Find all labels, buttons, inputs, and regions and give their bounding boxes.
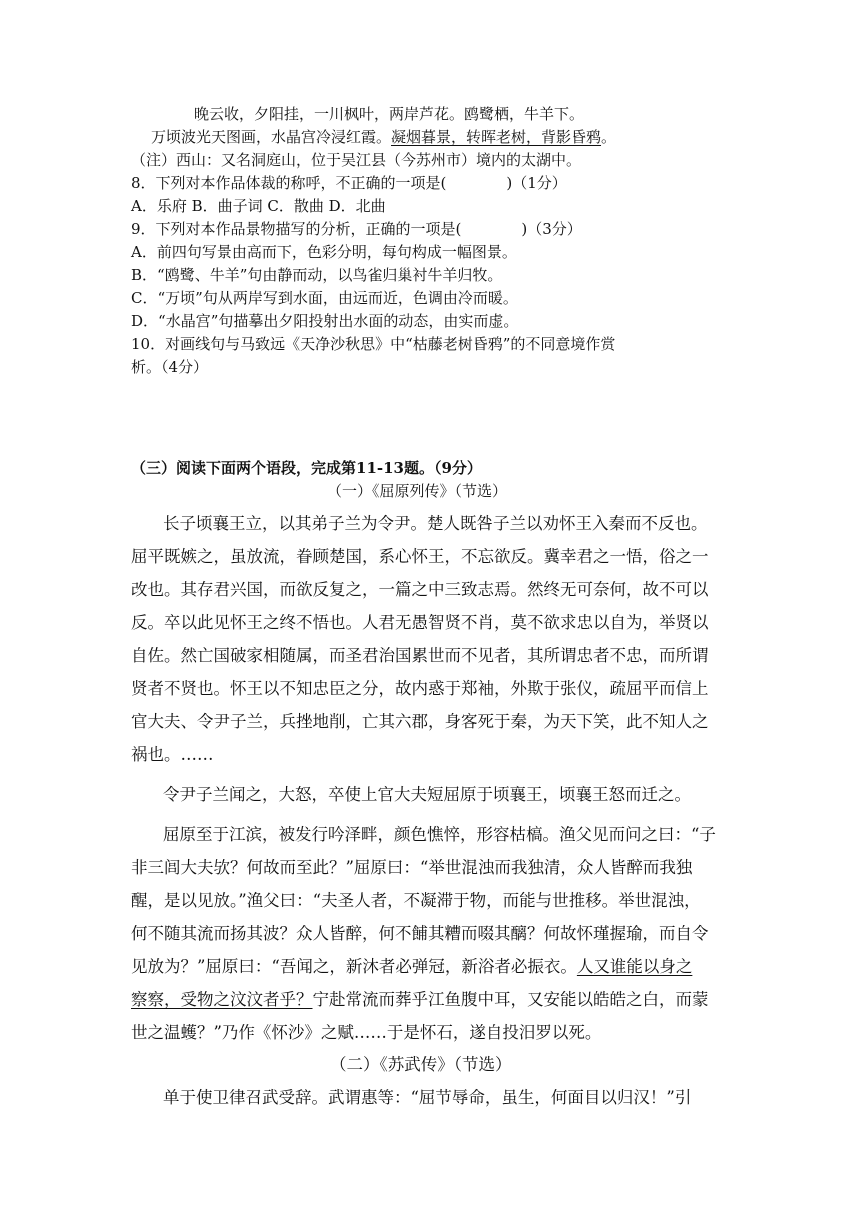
question-9-stem: 9．下列对本作品景物描写的分析，正确的一项是( )（3分） [131,220,582,238]
passage-line: 非三闾大夫欤？何故而至此？”屈原曰：“举世混浊而我独清，众人皆醉而我独 [131,858,693,877]
underlined-sentence: 察察，受物之汶汶者乎？ [131,990,313,1009]
question-9-option-c: C．“万顷”句从两岸写到水面，由远而近，色调由冷而暖。 [131,289,518,307]
poem-line-2-end: 。 [601,128,617,146]
passage-line: 反。卒以此见怀王之终不悟也。人君无愚智贤不肖，莫不欲求忠以自为，举贤以 [131,613,709,632]
poem-line-2-text: 万顷波光天图画，水晶宫冷浸红霞。 [151,128,392,146]
question-10-line-1: 10．对画线句与马致远《天净沙秋思》中“枯藤老树昏鸦”的不同意境作赏 [131,335,616,353]
passage-line: 世之温蠖？”乃作《怀沙》之赋……于是怀石，遂自投汨罗以死。 [131,1023,602,1042]
poem-line-1: 晚云收，夕阳挂，一川枫叶，两岸芦花。鸥鹭栖，牛羊下。 [194,105,585,123]
passage-line: 祸也。…… [131,745,214,764]
passage-line: 官大夫、令尹子兰，兵挫地削，亡其六郡，身客死于秦，为天下笑，此不知人之 [131,712,709,731]
passage-line: 改也。其存君兴国，而欲反复之，一篇之中三致志焉。然终无可奈何，故不可以 [131,580,709,599]
question-9-option-d: D．“水晶宫”句描摹出夕阳投射出水面的动态，由实而虚。 [131,312,519,330]
passage-line: 单于使卫律召武受辞。武谓惠等：“屈节辱命，虽生，何面目以归汉！”引 [163,1088,692,1107]
poem-note: （注）西山：又名洞庭山，位于吴江县（今苏州市）境内的太湖中。 [131,151,582,169]
passage-line [131,955,692,979]
question-9-option-a: A．前四句写景由高而下，色彩分明，每句构成一幅图景。 [131,243,517,261]
passage-line: 醒，是以见放。”渔父曰：“夫圣人者，不凝滞于物，而能与世推移。举世混浊， [131,891,701,910]
question-8-options: A．乐府 B．曲子词 C．散曲 D．北曲 [131,197,386,215]
underlined-sentence: 人又谁能以身之 [576,957,693,976]
passage-line: 屈平既嫉之，虽放流，眷顾楚国，系心怀王，不忘欲反。冀幸君之一悟，俗之一 [131,547,709,566]
passage-line: 何不随其流而扬其波？众人皆醉，何不餔其糟而啜其醨？何故怀瑾握瑜，而自令 [131,924,709,943]
section-heading: （三）阅读下面两个语段，完成第11-13题。（9分） [131,459,482,477]
passage-line: 贤者不贤也。怀王以不知忠臣之分，故内惑于郑袖，外欺于张仪，疏屈平而信上 [131,679,709,698]
passage-line: 长子顷襄王立，以其弟子兰为令尹。楚人既咎子兰以劝怀王入秦而不反也。 [163,514,708,533]
question-9-option-b: B．“鸥鹭、牛羊”句由静而动，以鸟雀归巢衬牛羊归牧。 [131,266,503,284]
question-10-line-2: 析。（4分） [131,358,209,376]
passage-line: 屈原至于江滨，被发行吟泽畔，颜色憔悴，形容枯槁。渔父见而问之曰：“子 [163,825,716,844]
question-8-stem: 8．下列对本作品体裁的称呼，不正确的一项是( )（1分） [131,174,567,192]
passage-text: 见放为？”屈原曰：“吾闻之，新沐者必弹冠，新浴者必振衣。 [131,957,577,976]
subsection-title-1: （一）《屈原列传》（节选） [327,482,508,500]
poem-line-2 [151,126,616,148]
passage-line: 自佐。然亡国破家相随属，而圣君治国累世而不见者，其所谓忠者不忠，而所谓 [131,646,709,665]
underlined-sentence: 凝烟暮景，转晖老树，背影昏鸦 [391,128,602,146]
subsection-title-2: （二）《苏武传》（节选） [330,1055,512,1074]
passage-text: 宁赴常流而葬乎江鱼腹中耳，又安能以皓皓之白，而蒙 [312,990,709,1009]
passage-line: 令尹子兰闻之，大怒，卒使上官大夫短屈原于顷襄王，顷襄王怒而迁之。 [163,785,691,804]
passage-line [131,988,709,1012]
